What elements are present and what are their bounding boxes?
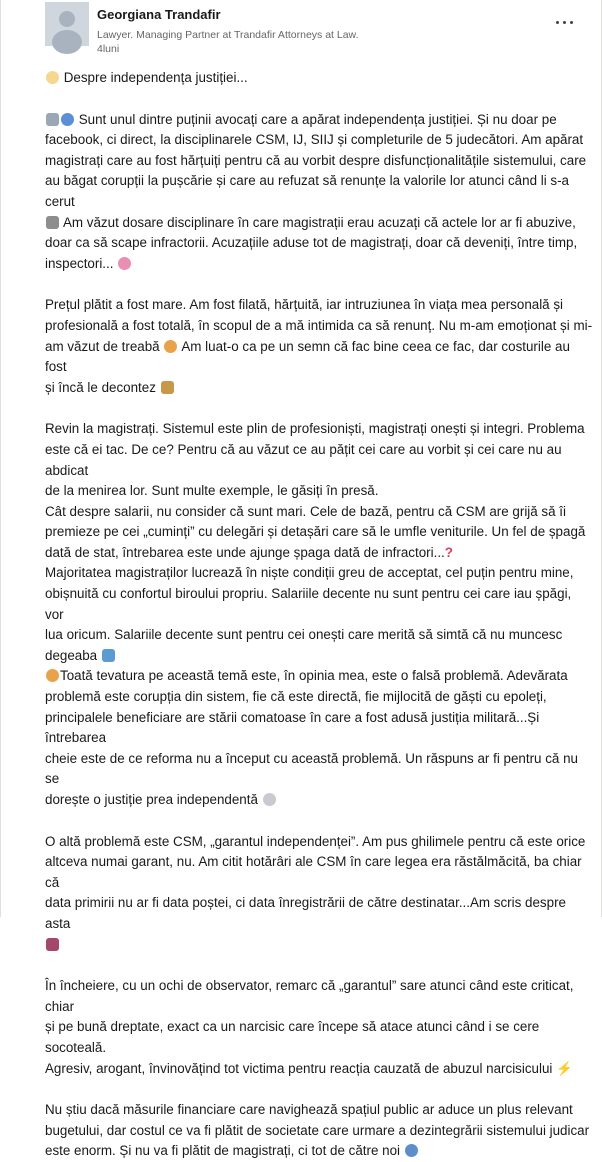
post-line: principalele beneficiare are stării comatoase în care a fost adusă justiția militară...Și întrebarea xyxy=(45,709,540,746)
post-line: altceva numai garant, nu. Am citit hotărâri ale CSM în care legea era răstălmăcită, ba chiar că xyxy=(45,854,582,890)
more-options-button[interactable] xyxy=(550,10,578,34)
post-line: este enorm. Și nu va fi plătit de magistrați, ci tot de către noi xyxy=(45,1141,593,1162)
post-line: obișnuită cu confortul biroului propriu. Salariile decente nu sunt pentru cei care iau șpăgi, vor xyxy=(45,586,572,622)
post-line: premieze pe cei „cuminți” cu delegări și detașări care să le umfle veniturile. Un fel de șpagă xyxy=(45,524,586,540)
post-line: au băgat corupții la pușcărie și care au refuzat să renunțe la valorile lor atunci când li s-a cerut xyxy=(45,173,570,209)
user-avatar-icon xyxy=(45,2,89,46)
post-body xyxy=(45,68,593,1162)
post-line: degeaba xyxy=(45,646,593,667)
author-headline: Lawyer. Managing Partner at Trandafir Attorneys at Law. xyxy=(97,29,359,41)
author-name[interactable]: Georgiana Trandafir xyxy=(97,7,221,22)
red-question-mark-icon: ? xyxy=(444,544,453,560)
post-line: este că ei tac. De ce? Pentru că au văzut ce au pățit cei care au vorbit și cei care nu au abdicat xyxy=(45,441,562,478)
squirrel-icon xyxy=(46,938,59,951)
post-line: Am văzut dosare disciplinare în care magistrații erau acuzați că actele lor ar fi abuzive, xyxy=(45,213,593,234)
post-line: și încă le decontez xyxy=(45,378,593,399)
post-header xyxy=(45,2,595,58)
credit-card-icon xyxy=(102,649,115,662)
post-line: dată de stat, întrebarea este unde ajunge șpaga dată de infractori...? xyxy=(45,544,453,560)
shield-icon xyxy=(61,113,74,126)
post-line: de la menirea lor. Sunt multe exemple, le găsiți în presă. xyxy=(45,483,379,499)
post-line: Prețul plătit a fost mare. Am fost filată, hărțuită, iar intruziunea în viața mea personală și xyxy=(45,297,564,313)
post-line: Agresiv, arogant, învinovățind tot victima pentru reacția cauzată de abuzul narcisicului ⚡ xyxy=(45,1060,573,1076)
money-with-wings-icon xyxy=(161,381,174,394)
cake-icon xyxy=(46,71,59,84)
post-line: O altă problemă este CSM, „garantul independenței”. Am pus ghilimele pentru că este orice xyxy=(45,833,586,849)
post-line: inspectori... xyxy=(45,254,593,275)
crossed-swords-icon xyxy=(46,113,59,126)
more-horizontal-icon xyxy=(556,21,559,24)
lightning-bolt-icon: ⚡ xyxy=(556,1060,573,1076)
post-line: am văzut de treabă Am luat-o ca pe un semn că fac bine ceea ce fac, dar costurile au fost xyxy=(45,338,570,375)
post-line: Toată tevatura pe această temă este, în opinia mea, este o falsă problemă. Adevărata xyxy=(45,666,593,687)
post-line: Nu știu dacă măsurile financiare care navighează spațiul public ar aduce un plus relevant xyxy=(45,1102,573,1118)
post-line: problemă este corupția din sistem, fie că este directă, fie mijlocită de găști cu epoleți, xyxy=(45,689,547,705)
post-line xyxy=(45,935,593,956)
post-line: În încheiere, cu un ochi de observator, remarc că „garantul” sare atunci când este criticat, chiar xyxy=(45,978,574,1014)
post-line: Despre independența justiției... xyxy=(45,68,593,89)
post-time: 4luni xyxy=(97,43,120,55)
post-line: și pe bună dreptate, exact ca un narcisic care începe să atace atunci când i se cere socoteală. xyxy=(45,1019,540,1055)
post-line: data primirii nu ar fi data poștei, ci data înregistrării de către destinatar...Am scris despre asta xyxy=(45,895,566,931)
pig-face-icon xyxy=(118,257,131,270)
avatar[interactable] xyxy=(45,2,89,46)
post-line: Revin la magistrați. Sistemul este plin de profesioniști, magistrați onești și integri. Problema xyxy=(45,421,585,437)
post-line: dorește o justiție prea independentă xyxy=(45,790,593,811)
skull-crossbones-icon xyxy=(263,793,276,806)
post-line: Cât despre salarii, nu consider că sunt mari. Cele de bază, pentru că CSM are grijă să îi xyxy=(45,503,566,519)
thinking-face-icon xyxy=(46,669,59,682)
post-line: cheie este de ce reforma nu a început cu această problemă. Un răspuns ar fi pentru că nu se xyxy=(45,750,578,787)
courthouse-icon xyxy=(46,216,59,229)
magnifying-glass-icon xyxy=(405,1144,418,1157)
post-line: facebook, ci direct, la disciplinarele CSM, IJ, SIIJ și completurile de 5 judecători. Am apărat xyxy=(45,132,584,148)
post-line: magistrați care au fost hărțuiți pentru că au vorbit despre disfuncționalitățile sistemului, care xyxy=(45,152,587,168)
post-line: profesională a fost totală, în scopul de a mă intimida ca să renunț. Nu m-am emoționat și mi- xyxy=(45,317,593,333)
zipper-mouth-face-icon xyxy=(164,340,177,353)
post-line: Sunt unul dintre puținii avocați care a apărat independența justiției. Și nu doar pe xyxy=(45,110,593,131)
post-line: lua oricum. Salariile decente sunt pentru cei onești care merită să simtă că nu muncesc xyxy=(45,627,563,643)
post-line: doar ca să scape infractorii. Acuzațiile aduse tot de magistrați, doar că deveniți, între timp, xyxy=(45,235,578,251)
post-line: bugetului, dar costul ce va fi plătit de societate care urmare a dezintegrării sistemului judicar xyxy=(45,1122,590,1138)
post-line: Majoritatea magistraților lucrează în niște condiții greu de acceptat, cel puțin pentru mine, xyxy=(45,565,574,581)
